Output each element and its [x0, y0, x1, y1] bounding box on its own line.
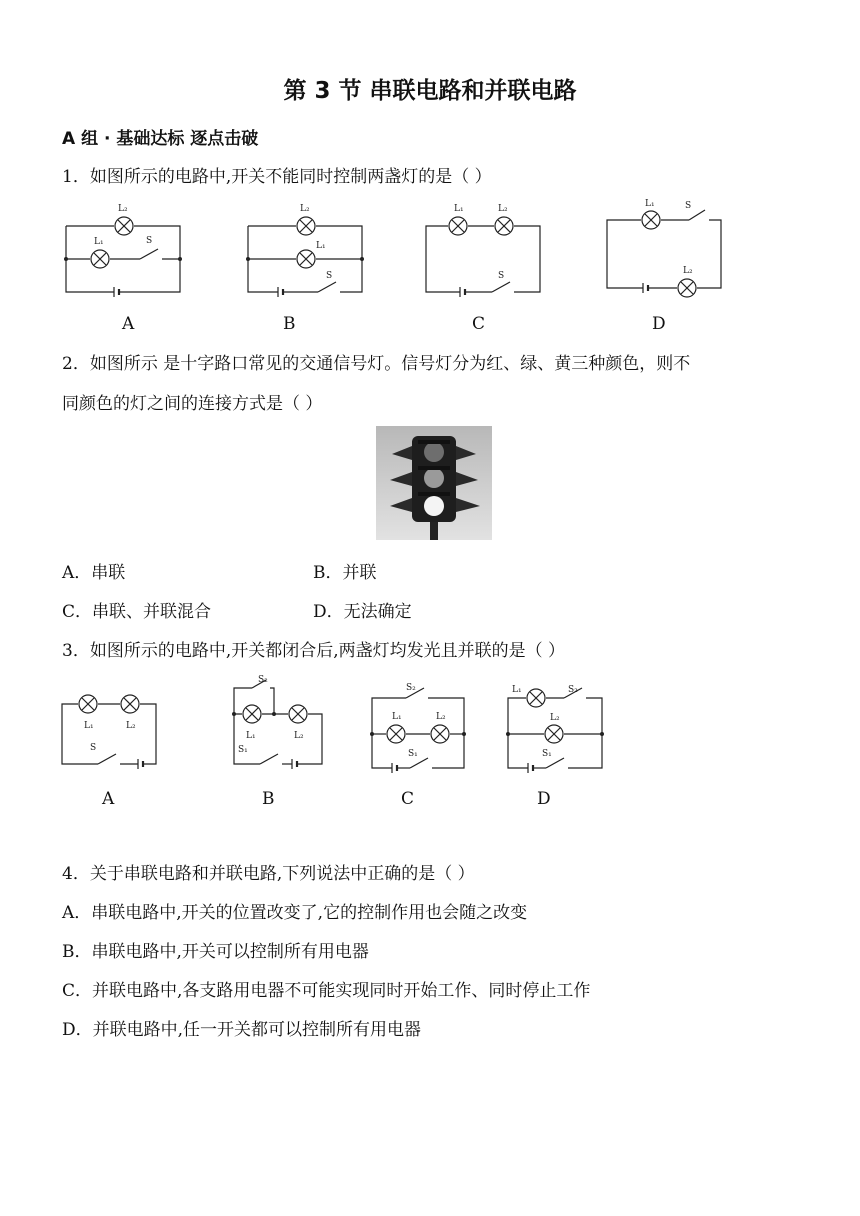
q2-option-d: D．无法确定 [313, 602, 412, 622]
q1-option-d-label: D [652, 314, 666, 334]
svg-text:L₁: L₁ [454, 204, 464, 214]
q3-option-a-label: A [102, 789, 115, 809]
q1-option-b-label: B [283, 314, 296, 334]
svg-text:L₁: L₁ [316, 241, 326, 251]
svg-text:S₂: S₂ [406, 683, 416, 693]
svg-text:S: S [326, 271, 333, 281]
question-3-text: 3．如图所示的电路中,开关都闭合后,两盏灯均发光且并联的是（ ） [62, 641, 566, 661]
svg-text:S₂: S₂ [258, 675, 268, 685]
svg-text:L₁: L₁ [392, 712, 402, 722]
question-2-text-line-2: 同颜色的灯之间的连接方式是（ ） [62, 394, 323, 414]
q4-option-d: D．并联电路中,任一开关都可以控制所有用电器 [62, 1020, 422, 1040]
svg-text:L₂: L₂ [118, 204, 128, 214]
svg-text:L₂: L₂ [550, 713, 560, 723]
svg-text:S: S [146, 236, 153, 246]
q1-circuit-c-diagram [418, 198, 548, 303]
page-title: 第 3 节 串联电路和并联电路 [283, 78, 577, 104]
question-1-text: 1．如图所示的电路中,开关不能同时控制两盏灯的是（ ） [62, 167, 492, 187]
svg-text:L₂: L₂ [126, 721, 136, 731]
q3-option-c-label: C [401, 789, 415, 809]
svg-text:L₂: L₂ [683, 266, 693, 276]
svg-text:S₁: S₁ [542, 749, 552, 759]
svg-text:L₂: L₂ [436, 712, 446, 722]
q1-circuit-a-diagram [58, 198, 188, 303]
svg-text:L₂: L₂ [294, 731, 304, 741]
svg-text:S: S [498, 271, 505, 281]
svg-text:S₁: S₁ [238, 745, 248, 755]
svg-text:S: S [90, 743, 97, 753]
svg-text:L₁: L₁ [645, 199, 655, 209]
svg-text:L₁: L₁ [512, 685, 522, 695]
q4-option-c: C．并联电路中,各支路用电器不可能实现同时开始工作、同时停止工作 [62, 981, 591, 1001]
svg-text:S₁: S₁ [408, 749, 418, 759]
q3-circuit-d-diagram [502, 680, 622, 780]
section-heading: A 组 · 基础达标 逐点击破 [62, 129, 259, 149]
svg-text:L₁: L₁ [246, 731, 256, 741]
q1-circuit-b-diagram [240, 198, 370, 303]
svg-text:L₂: L₂ [300, 204, 310, 214]
traffic-light-photo [376, 426, 492, 540]
svg-text:S₂: S₂ [568, 685, 578, 695]
svg-text:L₁: L₁ [84, 721, 94, 731]
q1-circuit-d-diagram [603, 198, 733, 303]
q3-circuit-b-diagram [226, 672, 336, 772]
q3-option-b-label: B [262, 789, 275, 809]
svg-text:S: S [685, 201, 692, 211]
q2-option-c: C．串联、并联混合 [62, 602, 212, 622]
svg-text:L₂: L₂ [498, 204, 508, 214]
q3-circuit-c-diagram [366, 680, 486, 780]
q3-circuit-a-diagram [58, 672, 168, 772]
svg-text:L₁: L₁ [94, 237, 104, 247]
q2-option-b: B．并联 [313, 563, 377, 583]
question-2-text-line-1: 2．如图所示 是十字路口常见的交通信号灯。信号灯分为红、绿、黄三种颜色，则不 [62, 354, 691, 374]
q4-option-b: B．串联电路中,开关可以控制所有用电器 [62, 942, 369, 962]
q1-option-c-label: C [472, 314, 486, 334]
q4-option-a: A．串联电路中,开关的位置改变了,它的控制作用也会随之改变 [62, 903, 528, 923]
question-4-text: 4．关于串联电路和并联电路,下列说法中正确的是（ ） [62, 864, 475, 884]
q2-option-a: A．串联 [62, 563, 126, 583]
q3-option-d-label: D [537, 789, 551, 809]
q1-option-a-label: A [122, 314, 135, 334]
